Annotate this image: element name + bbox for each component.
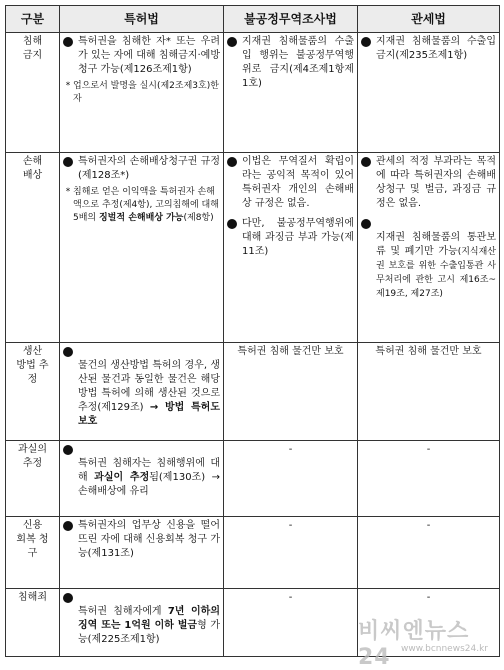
cell-patent	[60, 33, 224, 153]
cell-text: 특허권 침해자는 침해행위에 대해	[78, 458, 220, 483]
cell-unfair-trade: -	[224, 517, 358, 589]
row-damages	[6, 153, 500, 343]
watermark-logo-text: 비씨엔뉴스24	[358, 619, 470, 670]
cell-text: 지재권 침해물품의 수출입 금지(제235조제1항)	[376, 36, 496, 61]
row-negligence-presumption	[6, 441, 500, 517]
cell-text: 특허권을 침해한 자* 또는 우려가 있는 자에 대해 침해금지·예방청구 가능(제126조제1항)	[78, 36, 220, 75]
cell-text: 특허권자의 업무상 신용을 떨어뜨린 자에 대해 신용회복 청구 가능(제131조)	[78, 520, 220, 559]
cell-customs: -	[358, 517, 500, 589]
asterisk-icon: *	[65, 81, 71, 91]
row-process-presumption	[6, 343, 500, 441]
row-label: 손해 배상	[6, 153, 60, 343]
header-row	[6, 6, 500, 33]
cell-text: 지재권 침해물품의 통관보류 및 폐기만 가능	[376, 232, 496, 257]
cell-text: 물건의 생산방법 특허의 경우, 생산된 물건과 동일한 물건은 해당 방법 특허에 의해 생산된 것으로 추정(제129조)	[78, 360, 220, 413]
cell-unfair-trade: 특허권 침해 물건만 보호	[224, 343, 358, 441]
row-label: 과실의 추정	[6, 441, 60, 517]
cell-unfair-trade	[224, 153, 358, 343]
asterisk-icon: *	[65, 187, 71, 197]
row-label: 생산 방법 추 정	[6, 343, 60, 441]
cell-patent	[60, 589, 224, 657]
cell-patent	[60, 517, 224, 589]
cell-bold-text: → 방법 특허도 보호	[78, 402, 220, 427]
cell-patent	[60, 343, 224, 441]
row-credit-restoration	[6, 517, 500, 589]
bullet-icon	[63, 347, 73, 357]
watermark-url: www.bcnnews24.kr	[401, 644, 488, 654]
cell-customs: 특허권 침해 물건만 보호	[358, 343, 500, 441]
cell-text: 이법은 무역질서 확립이라는 공익적 목적이 있어 특허권자 개인의 손해배상 규정은 없음.	[242, 156, 354, 209]
bullet-icon	[361, 37, 371, 47]
cell-text-end: 형 가능(제225조제1항)	[78, 620, 221, 645]
cell-text: 다만, 불공정무역행위에 대해 과징금 부과 가능(제11조)	[242, 218, 354, 257]
comparison-table	[5, 5, 500, 657]
header-patent-act: 특허법	[60, 6, 224, 33]
header-category: 구분	[6, 6, 60, 33]
cell-customs	[358, 153, 500, 343]
cell-unfair-trade: -	[224, 441, 358, 517]
bullet-icon	[227, 157, 237, 167]
row-label: 침해 금지	[6, 33, 60, 153]
cell-patent	[60, 153, 224, 343]
bullet-icon	[227, 219, 237, 229]
bullet-icon	[63, 593, 73, 603]
bullet-icon	[63, 37, 73, 47]
bullet-icon	[63, 521, 73, 531]
header-customs-act: 관세법	[358, 6, 500, 33]
footnote-ref: (제8항)	[183, 213, 214, 223]
cell-patent	[60, 441, 224, 517]
row-injunction	[6, 33, 500, 153]
bullet-icon	[63, 157, 73, 167]
cell-text: 관세의 적정 부과라는 목적에 따라 특허권자의 손해배상청구 및 벌금, 과징금 규정은 없음.	[376, 156, 496, 209]
bullet-icon	[361, 219, 371, 229]
cell-bold-text: 7년 이하의 징역 또는 1억원 이하 벌금	[78, 606, 220, 631]
footnote-bold-text: 징벌적 손해배상 가능	[98, 213, 184, 223]
cell-small-text: (지식재산권 보호를 위한 수출입통관 사무처리에 관한 고시 제16조~제19조, 제27조)	[376, 247, 496, 299]
footnote-text: 업으로서 발명을 실시(제2조제3호)한 자	[73, 81, 219, 104]
cell-bold-text: 과실이 추정	[94, 472, 150, 483]
bullet-icon	[227, 37, 237, 47]
cell-text: 특허권 침해자에게	[78, 606, 168, 617]
bullet-icon	[361, 157, 371, 167]
header-unfair-trade-act: 불공정무역조사법	[224, 6, 358, 33]
cell-customs	[358, 33, 500, 153]
row-label: 침해죄	[6, 589, 60, 657]
footnote-text: 침해로 얻은 이익액을 특허권자 손해액으로 추정(제4항), 고의침해에 대해 5배의	[73, 187, 219, 223]
cell-customs: -	[358, 441, 500, 517]
cell-unfair-trade: -	[224, 589, 358, 657]
bullet-icon	[63, 445, 73, 455]
cell-unfair-trade	[224, 33, 358, 153]
row-infringement-crime	[6, 589, 500, 657]
footnote	[63, 80, 220, 106]
row-label: 신용 회복 청 구	[6, 517, 60, 589]
cell-text-end: 됨(제130조) → 손해배상에 유리	[78, 472, 220, 497]
cell-text: 지재권 침해물품의 수출입 행위는 불공정무역행위로 금지(제4조제1항제1호)	[242, 36, 354, 89]
footnote	[63, 186, 220, 225]
cell-text: 특허권자의 손해배상청구권 규정(제128조*)	[78, 156, 220, 181]
cell-customs: -	[358, 589, 500, 657]
